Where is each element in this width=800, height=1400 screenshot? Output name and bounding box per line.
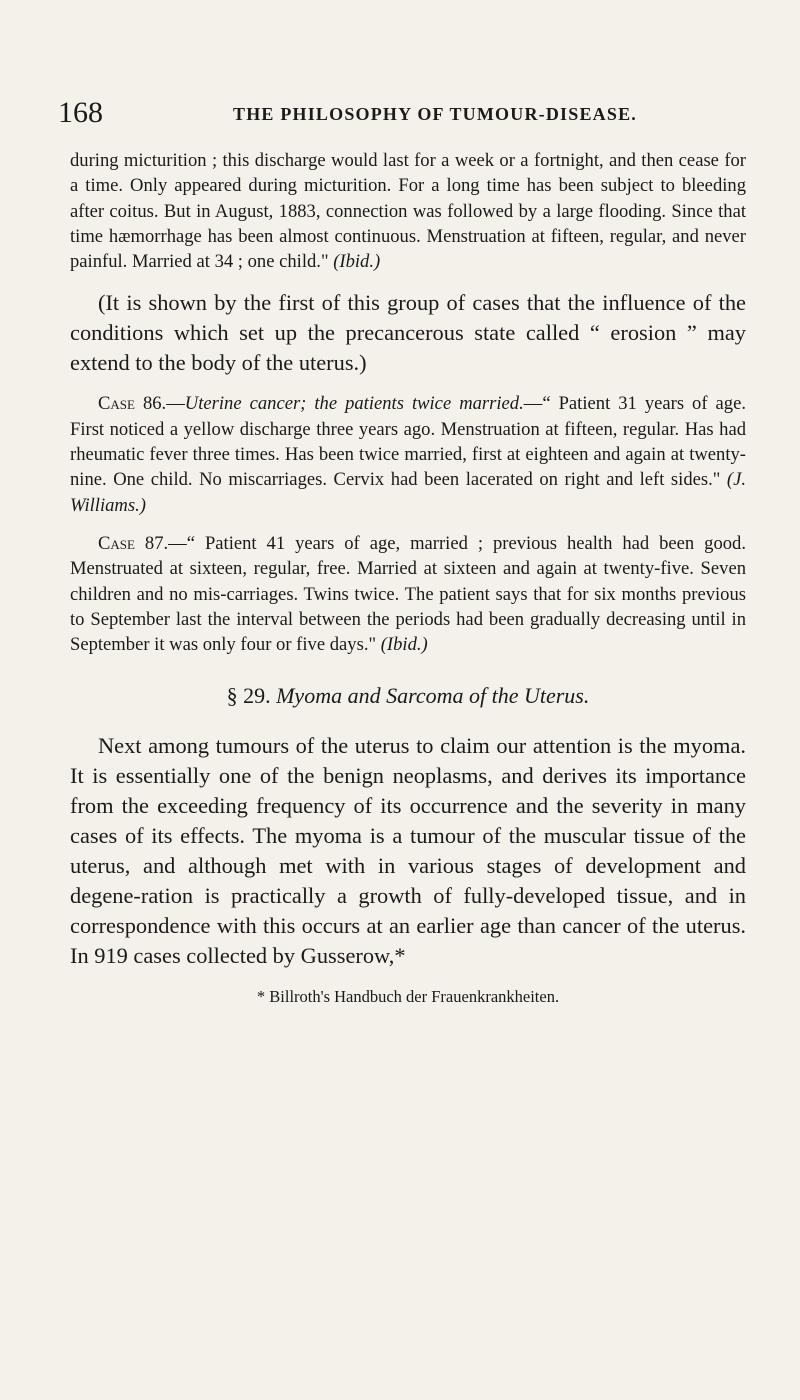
myoma-paragraph: Next among tumours of the uterus to claim our attention is the myoma. It is essentially one of the benign neoplasms, and derives its importance from the exceeding frequency of its occurrence and the severity in many cases of its effects. The myoma is a tumour of the muscular tissue of the uterus, and although met with in various stages of development and degene-ration is practically a growth of fully-developed tissue, and in correspondence with this occurs at an earlier age than cancer of the uterus. In 919 cases collected by Gusserow,*	[70, 733, 746, 969]
case-label: Case 86.	[98, 393, 167, 415]
running-title: THE PHILOSOPHY OF TUMOUR-DISEASE.	[233, 104, 637, 124]
case-87-paragraph: Case 87.—“ Patient 41 years of age, married ; previous health had been good. Menstruated at sixteen, regular, free. Married at sixteen and again at twenty-five. Seven children and no mis-carriages. Twins twice. The patient says that for six months previous to September last the interval between the periods had been gradually decreasing until in September it was only four or five days." (Ibid.)	[70, 532, 746, 656]
citation: (Ibid.)	[380, 634, 428, 656]
commentary-paragraph: (It is shown by the first of this group of cases that the influence of the conditions which set up the precancerous state called “ erosion ” may extend to the body of the uterus.)	[70, 290, 746, 376]
citation: (Ibid.)	[333, 251, 381, 273]
section-title: Myoma and Sarcoma of the Uterus.	[276, 683, 590, 709]
case-title: Uterine cancer; the patients twice married.	[184, 393, 524, 415]
case-86-paragraph: Case 86.—Uterine cancer; the patients twice married.—“ Patient 31 years of age. First noticed a yellow discharge three years ago. Menstruation at fifteen, regular. Has had rheumatic fever three times. Has been twice married, first at eighteen and again at twenty-nine. One child. No miscarriages. Cervix had been lacerated on right and left sides." (J. Williams.)	[70, 393, 747, 516]
section-heading	[70, 683, 746, 709]
case-continuation-paragraph	[70, 148, 746, 274]
case-text: “ Patient 31 years of age. First noticed a yellow discharge three years ago. Menstruation at fifteen, regular. Has had rheumatic fever three times. Has been twice married, first at eighteen and again at twenty-nine. One child. No miscarriages. Cervix had been lacerated on right and left sides."	[70, 393, 746, 491]
page-body	[70, 148, 746, 1007]
page-number: 168	[58, 96, 103, 129]
paragraph-text: during micturition ; this discharge would last for a week or a fortnight, and then cease for a time. Only appeared during micturition. For a long time has been subject to bleeding after coitus. But in August, 1883, connection was followed by a large flooding. Since that time hæmorrhage has been almost continuous. Menstruation at fifteen, regular, and never painful. Married at 34 ; one child."	[70, 150, 746, 273]
case-text: “ Patient 41 years of age, married ; previous health had been good. Menstruated at sixteen, regular, free. Married at sixteen and again at twenty-five. Seven children and no mis-carriages. Twins twice. The patient says that for six months previous to September last the interval between the periods had been gradually decreasing until in September it was only four or five days."	[70, 532, 746, 656]
footnote: * Billroth's Handbuch der Frauenkrankheiten.	[256, 987, 560, 1007]
page-header	[58, 96, 742, 136]
case-label: Case 87.	[98, 532, 169, 554]
section-number: § 29.	[226, 683, 271, 709]
citation: (J. Williams.)	[70, 469, 747, 516]
